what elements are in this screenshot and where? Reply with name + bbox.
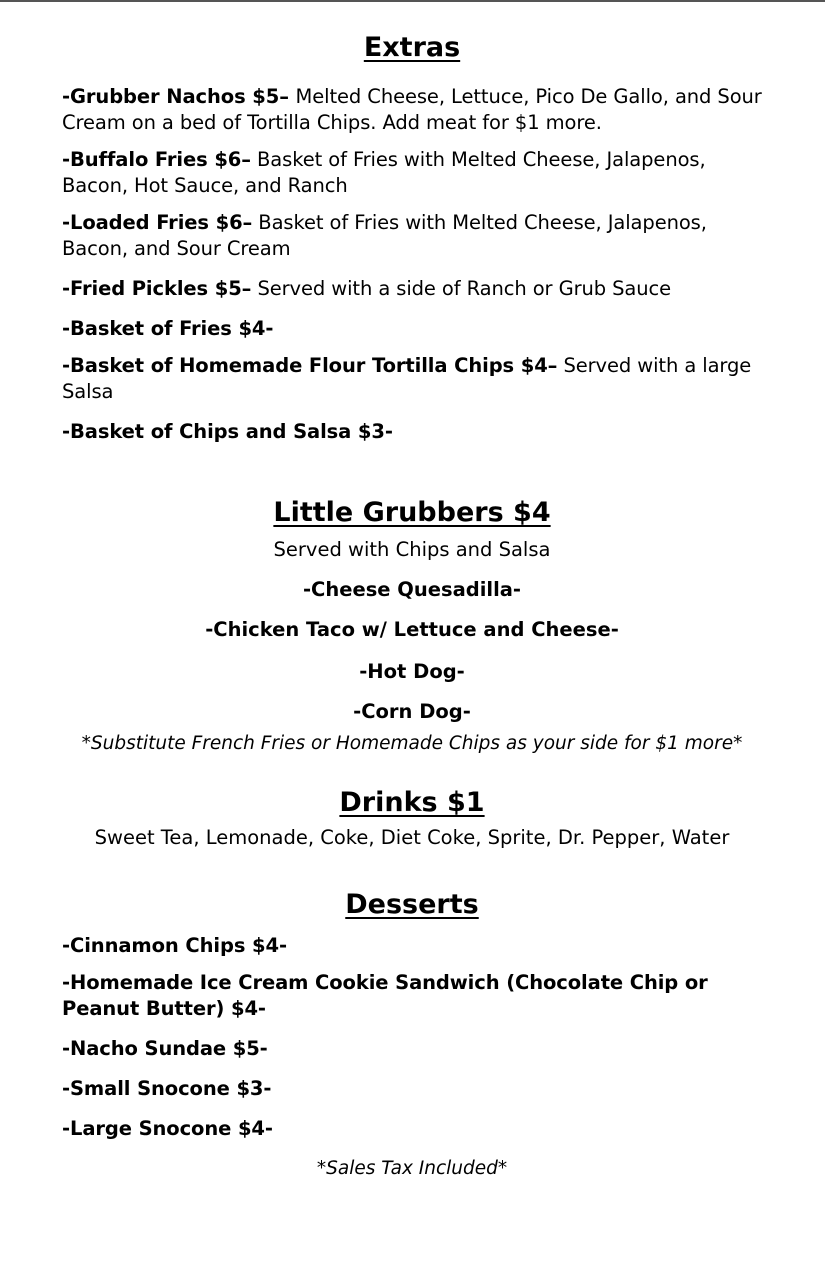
dessert-item <box>62 970 762 1022</box>
kids-item: -Cheese Quesadilla- <box>302 578 522 601</box>
menu-item-buffalo-fries <box>62 147 762 199</box>
desserts-heading: Desserts <box>345 889 479 920</box>
item-description: Basket of Fries with Melted Cheese, Jalapenos, Bacon, Hot Sauce, and Ranch <box>62 148 706 197</box>
extras-heading: Extras <box>363 32 461 63</box>
menu-item-fried-pickles <box>62 276 762 302</box>
dessert-item <box>62 1076 762 1102</box>
menu-item-loaded-fries <box>62 210 762 262</box>
item-name: -Small Snocone $3- <box>62 1077 272 1100</box>
drinks-list: Sweet Tea, Lemonade, Coke, Diet Coke, Sprite, Dr. Pepper, Water <box>94 826 730 849</box>
little-grubbers-subtitle: Served with Chips and Salsa <box>273 538 551 561</box>
item-name: -Basket of Chips and Salsa $3- <box>62 420 393 443</box>
menu-item-chips-and-salsa <box>62 419 762 445</box>
item-name: -Grubber Nachos $5– <box>62 85 296 108</box>
dessert-item <box>62 1036 762 1062</box>
item-name: -Basket of Fries $4- <box>62 317 274 340</box>
little-grubbers-section <box>62 495 762 757</box>
dessert-item <box>62 933 762 959</box>
item-name: -Nacho Sundae $5- <box>62 1037 268 1060</box>
extras-section <box>62 30 762 445</box>
menu-item-tortilla-chips <box>62 353 762 405</box>
drinks-section <box>62 785 762 851</box>
item-name: -Homemade Ice Cream Cookie Sandwich (Chocolate Chip or Peanut Butter) $4- <box>62 971 708 1020</box>
substitute-note: *Substitute French Fries or Homemade Chips as your side for $1 more* <box>81 733 743 754</box>
item-name: -Large Snocone $4- <box>62 1117 273 1140</box>
drinks-heading: Drinks $1 <box>339 787 485 818</box>
item-name: -Basket of Homemade Flour Tortilla Chips $4– <box>62 354 558 377</box>
item-description: Served with a large Salsa <box>62 354 752 403</box>
item-name: -Loaded Fries $6– <box>62 211 253 234</box>
menu-item-grubber-nachos <box>62 84 762 136</box>
item-name: -Buffalo Fries $6– <box>62 148 251 171</box>
desserts-section <box>62 887 762 1142</box>
menu-item-basket-of-fries <box>62 316 762 342</box>
kids-item: -Hot Dog- <box>359 660 465 683</box>
item-description: Basket of Fries with Melted Cheese, Jalapenos, Bacon, and Sour Cream <box>62 211 707 260</box>
menu-page <box>62 30 762 1182</box>
little-grubbers-heading: Little Grubbers $4 <box>273 497 551 528</box>
top-border-line <box>0 0 825 2</box>
item-name: -Fried Pickles $5– <box>62 277 252 300</box>
dessert-item <box>62 1116 762 1142</box>
kids-item: -Chicken Taco w/ Lettuce and Cheese- <box>205 618 619 641</box>
kids-item: -Corn Dog- <box>353 700 471 723</box>
item-description: Served with a side of Ranch or Grub Sauce <box>251 277 672 300</box>
item-description: Melted Cheese, Lettuce, Pico De Gallo, and Sour Cream on a bed of Tortilla Chips. Add meat for $1 more. <box>62 85 762 134</box>
item-name: -Cinnamon Chips $4- <box>62 934 287 957</box>
sales-tax-note: *Sales Tax Included* <box>316 1158 508 1179</box>
